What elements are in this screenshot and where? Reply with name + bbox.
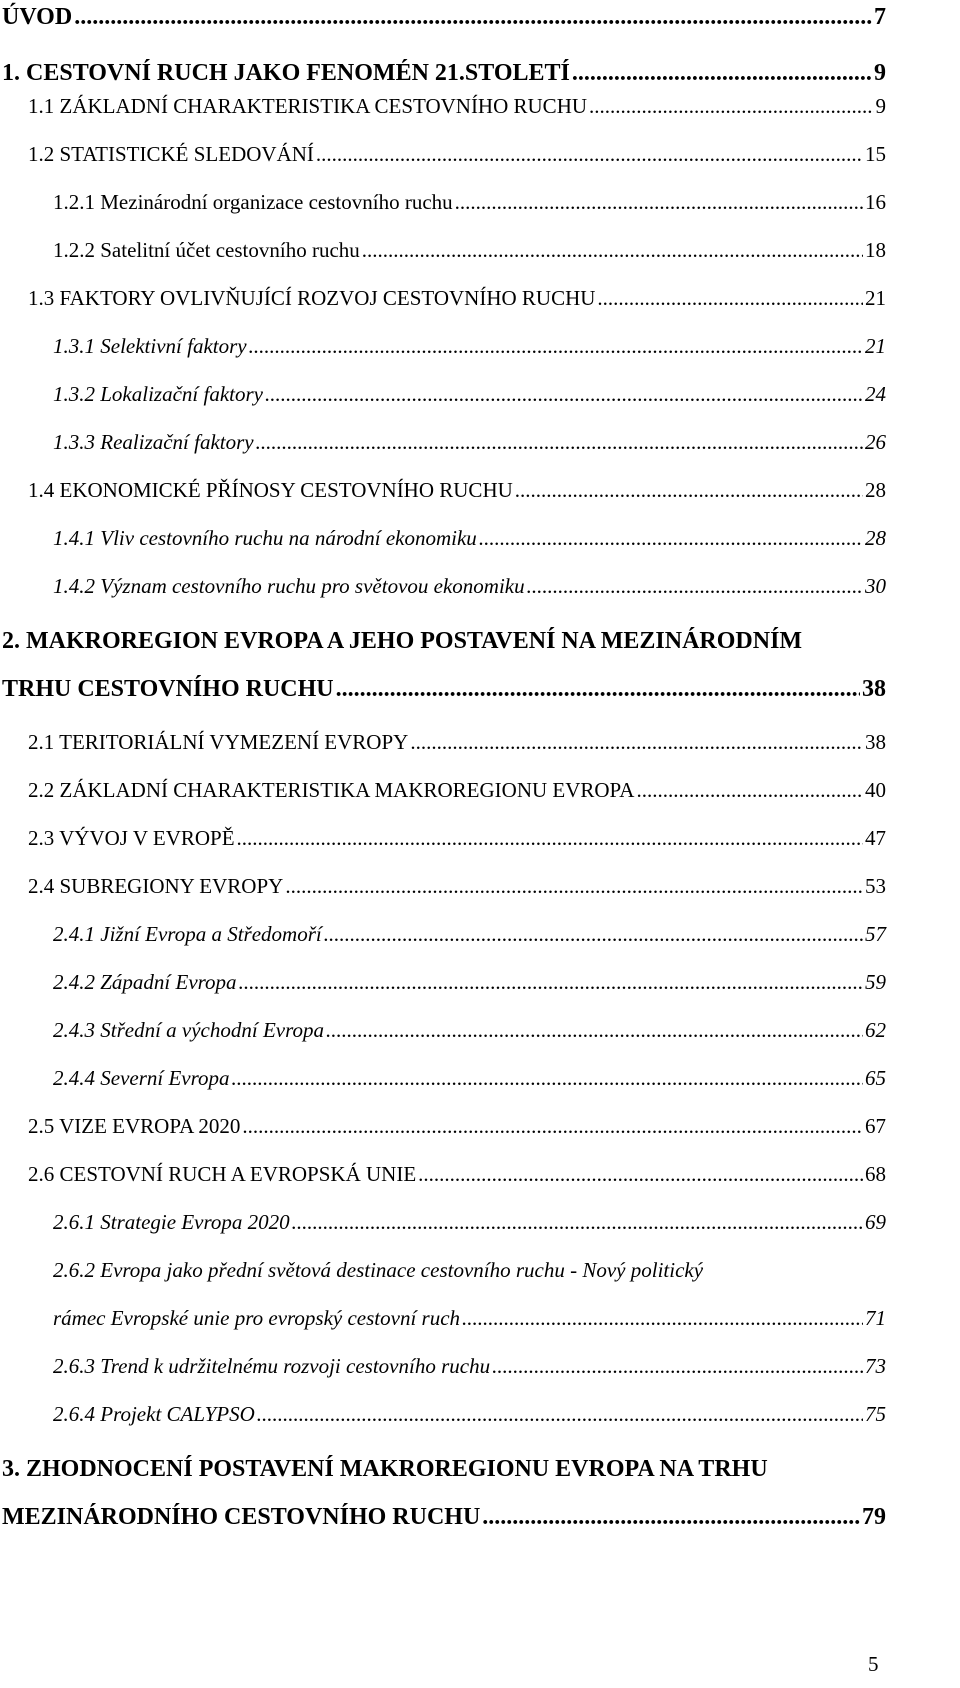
leader-dots — [479, 526, 863, 551]
toc-entry[interactable] — [53, 238, 886, 263]
leader-dots — [292, 1210, 863, 1235]
toc-entry-title: rámec Evropské unie pro evropský cestovní ruch — [53, 1306, 461, 1330]
leader-dots — [636, 778, 863, 803]
page-number: 5 — [868, 1652, 879, 1676]
toc-entry[interactable] — [28, 874, 886, 899]
leader-dots — [249, 334, 863, 359]
toc-entry-page: 24 — [865, 382, 886, 406]
toc-entry-page: 15 — [865, 142, 886, 166]
leader-dots — [572, 60, 872, 87]
leader-dots — [237, 826, 863, 851]
toc-entry-title: 2.6.4 Projekt CALYPSO — [53, 1402, 255, 1426]
leader-dots — [257, 1402, 863, 1427]
leader-dots — [462, 1306, 863, 1331]
toc-entry[interactable] — [28, 730, 886, 755]
toc-entry[interactable] — [53, 430, 886, 455]
toc-entry[interactable] — [53, 526, 886, 551]
toc-entry-page: 57 — [865, 922, 886, 946]
toc-entry-title: 2.1 TERITORIÁLNÍ VYMEZENÍ EVROPY — [28, 730, 409, 754]
leader-dots — [418, 1162, 863, 1187]
toc-entry[interactable] — [2, 676, 886, 703]
toc-entry-page: 30 — [865, 574, 886, 598]
leader-dots — [239, 970, 863, 995]
leader-dots — [232, 1066, 863, 1091]
toc-entry-page: 67 — [865, 1114, 886, 1138]
leader-dots — [597, 286, 863, 311]
toc-entry[interactable] — [28, 778, 886, 803]
toc-entry-page: 71 — [865, 1306, 886, 1330]
toc-entry-title: 1. CESTOVNÍ RUCH JAKO FENOMÉN 21.STOLETÍ — [2, 60, 570, 86]
toc-entry[interactable] — [53, 922, 886, 947]
toc-entry-title: MEZINÁRODNÍHO CESTOVNÍHO RUCHU — [2, 1504, 481, 1530]
toc-entry-page: 38 — [862, 676, 886, 702]
toc-entry[interactable] — [53, 334, 886, 359]
toc-entry-title: 2.3 VÝVOJ V EVROPĚ — [28, 826, 235, 850]
toc-entry[interactable] — [53, 1210, 886, 1235]
toc-entry-title: 1.1 ZÁKLADNÍ CHARAKTERISTIKA CESTOVNÍHO RUCHU — [28, 94, 588, 118]
leader-dots — [242, 1114, 863, 1139]
toc-entry-title: 2.6.3 Trend k udržitelnému rozvoji cestovního ruchu — [53, 1354, 491, 1378]
toc-entry[interactable] — [2, 60, 886, 87]
toc-entry[interactable] — [2, 4, 886, 31]
toc-entry-page: 59 — [865, 970, 886, 994]
toc-entry-title: TRHU CESTOVNÍHO RUCHU — [2, 676, 334, 702]
toc-entry-title: 2.4.3 Střední a východní Evropa — [53, 1018, 325, 1042]
toc-entry-page: 18 — [865, 238, 886, 262]
toc-entry-page: 47 — [865, 826, 886, 850]
toc-entry[interactable] — [53, 382, 886, 407]
toc-entry[interactable] — [28, 826, 886, 851]
toc-entry-page: 79 — [862, 1504, 886, 1530]
toc-entry-title: 2.4.4 Severní Evropa — [53, 1066, 230, 1090]
toc-entry-title: 1.2.1 Mezinárodní organizace cestovního ruchu — [53, 190, 453, 214]
leader-dots — [482, 1504, 860, 1531]
toc-entry-page: 16 — [865, 190, 886, 214]
leader-dots — [336, 676, 860, 703]
toc-entry-page: 21 — [865, 334, 886, 358]
toc-entry[interactable] — [2, 1504, 886, 1531]
leader-dots — [362, 238, 863, 263]
leader-dots — [527, 574, 863, 599]
toc-entry[interactable] — [53, 1018, 886, 1043]
toc-entry-continued-title[interactable]: 3. ZHODNOCENÍ POSTAVENÍ MAKROREGIONU EVROPA NA TRHU — [2, 1456, 768, 1482]
toc-entry[interactable] — [53, 574, 886, 599]
leader-dots — [492, 1354, 863, 1379]
toc-entry[interactable] — [53, 1402, 886, 1427]
toc-entry-page: 53 — [865, 874, 886, 898]
leader-dots — [326, 1018, 863, 1043]
leader-dots — [316, 142, 863, 167]
toc-entry-page: 68 — [865, 1162, 886, 1186]
toc-entry-page: 65 — [865, 1066, 886, 1090]
toc-entry-page: 62 — [865, 1018, 886, 1042]
toc-entry-continued-title[interactable]: 2. MAKROREGION EVROPA A JEHO POSTAVENÍ NA MEZINÁRODNÍM — [2, 628, 803, 654]
leader-dots — [515, 478, 863, 503]
toc-entry-title: 2.6 CESTOVNÍ RUCH A EVROPSKÁ UNIE — [28, 1162, 417, 1186]
toc-entry-page: 28 — [865, 526, 886, 550]
toc-entry-title: 1.4 EKONOMICKÉ PŘÍNOSY CESTOVNÍHO RUCHU — [28, 478, 513, 502]
toc-entry[interactable] — [28, 1162, 886, 1187]
toc-entry[interactable] — [28, 142, 886, 167]
toc-entry-page: 7 — [874, 4, 886, 30]
toc-entry-page: 69 — [865, 1210, 886, 1234]
toc-entry-title: 1.4.1 Vliv cestovního ruchu na národní ekonomiku — [53, 526, 477, 550]
toc-entry-title: 1.2.2 Satelitní účet cestovního ruchu — [53, 238, 360, 262]
toc-entry[interactable] — [28, 286, 886, 311]
toc-entry-title: 1.2 STATISTICKÉ SLEDOVÁNÍ — [28, 142, 314, 166]
toc-entry[interactable] — [28, 94, 886, 119]
toc-entry-page: 73 — [865, 1354, 886, 1378]
toc-entry[interactable] — [53, 1306, 886, 1331]
toc-entry-title: 1.3.1 Selektivní faktory — [53, 334, 247, 358]
toc-entry-page: 9 — [875, 94, 886, 118]
toc-entry-title: 1.4.2 Význam cestovního ruchu pro světovou ekonomiku — [53, 574, 525, 598]
toc-entry[interactable] — [53, 970, 886, 995]
leader-dots — [324, 922, 863, 947]
toc-entry-title: 1.3 FAKTORY OVLIVŇUJÍCÍ ROZVOJ CESTOVNÍHO RUCHU — [28, 286, 596, 310]
leader-dots — [74, 4, 872, 31]
leader-dots — [256, 430, 863, 455]
toc-entry-page: 26 — [865, 430, 886, 454]
toc-entry-page: 75 — [865, 1402, 886, 1426]
leader-dots — [410, 730, 863, 755]
toc-entry-page: 28 — [865, 478, 886, 502]
leader-dots — [589, 94, 873, 119]
leader-dots — [285, 874, 863, 899]
leader-dots — [455, 190, 863, 215]
toc-entry-title: 2.5 VIZE EVROPA 2020 — [28, 1114, 241, 1138]
toc-entry[interactable] — [28, 478, 886, 503]
toc-entry-title: 1.3.3 Realizační faktory — [53, 430, 254, 454]
toc-entry-continued-title[interactable]: 2.6.2 Evropa jako přední světová destinace cestovního ruchu - Nový politický — [53, 1258, 704, 1282]
toc-entry-title: 2.4.1 Jižní Evropa a Středomoří — [53, 922, 322, 946]
toc-entry-title: 1.3.2 Lokalizační faktory — [53, 382, 263, 406]
toc-entry-title: 2.6.1 Strategie Evropa 2020 — [53, 1210, 290, 1234]
toc-entry[interactable] — [53, 1066, 886, 1091]
toc-entry-title: 2.2 ZÁKLADNÍ CHARAKTERISTIKA MAKROREGIONU EVROPA — [28, 778, 635, 802]
toc-entry-page: 38 — [865, 730, 886, 754]
toc-entry[interactable] — [53, 190, 886, 215]
toc-entry-page: 9 — [874, 60, 886, 86]
toc-entry-page: 40 — [865, 778, 886, 802]
toc-entry-title: 2.4 SUBREGIONY EVROPY — [28, 874, 284, 898]
toc-entry-page: 21 — [865, 286, 886, 310]
toc-entry[interactable] — [53, 1354, 886, 1379]
toc-entry[interactable] — [28, 1114, 886, 1139]
toc-entry-title: ÚVOD — [2, 4, 73, 30]
leader-dots — [265, 382, 863, 407]
toc-entry-title: 2.4.2 Západní Evropa — [53, 970, 237, 994]
